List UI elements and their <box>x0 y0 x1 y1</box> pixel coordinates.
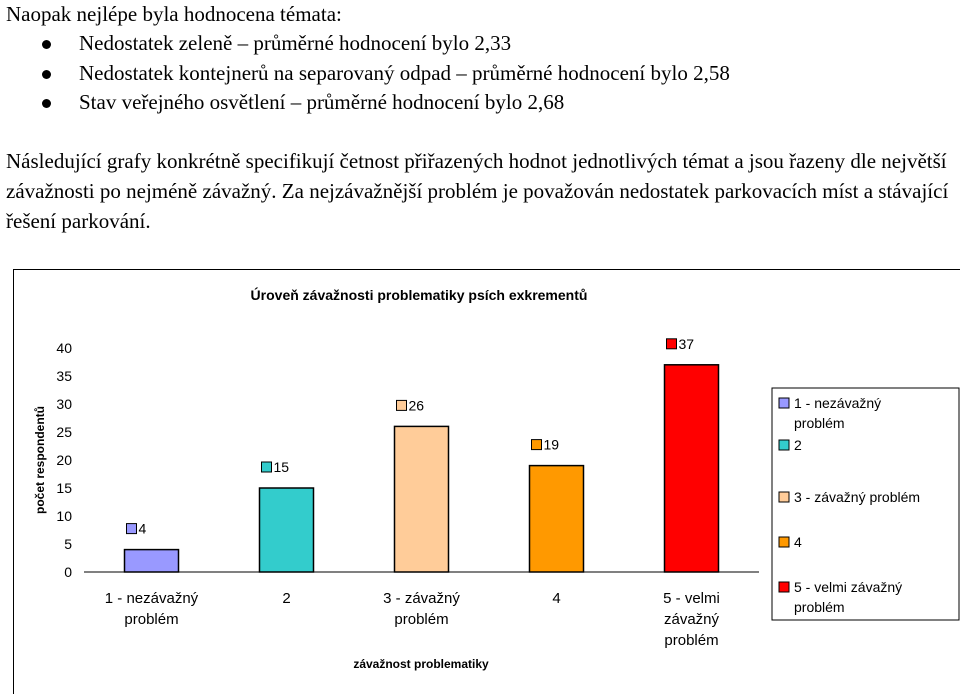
y-axis-label: počet respondentů <box>33 405 47 515</box>
bullet-text: Nedostatek kontejnerů na separovaný odpad – průměrné hodnocení bylo 2,58 <box>79 60 730 85</box>
data-label-key <box>667 339 677 349</box>
data-label: 4 <box>138 520 147 537</box>
legend-swatch <box>779 582 789 592</box>
y-tick-label: 25 <box>56 424 72 440</box>
x-tick-label: 2 <box>282 590 291 607</box>
x-tick-label: 4 <box>552 590 561 607</box>
bullet-item <box>0 59 730 89</box>
legend-swatch <box>779 440 789 450</box>
x-tick-label: 5 - velmi <box>663 590 720 607</box>
data-label-key <box>127 524 137 534</box>
data-label-key <box>532 440 542 450</box>
bar-chart <box>14 270 960 695</box>
data-label-key <box>397 400 407 410</box>
data-label: 37 <box>678 335 695 352</box>
bullet-dot <box>42 70 51 79</box>
bullet-text: Stav veřejného osvětlení – průměrné hodnocení bylo 2,68 <box>79 90 565 114</box>
legend-label: 2 <box>794 437 802 453</box>
bullet-item <box>0 88 730 118</box>
x-tick-label: problém <box>664 632 719 649</box>
data-label: 19 <box>543 436 560 453</box>
chart-bar <box>260 488 314 572</box>
chart-bar <box>665 365 719 572</box>
y-tick-label: 35 <box>56 368 72 384</box>
intro-heading: Naopak nejlépe byla hodnocena témata: <box>6 2 342 26</box>
y-tick-label: 30 <box>56 396 72 412</box>
chart-container <box>13 269 960 694</box>
x-tick-label: 1 - nezávažný <box>104 590 199 607</box>
summary-bullet-list <box>0 29 730 118</box>
y-tick-label: 40 <box>56 340 72 356</box>
chart-bar <box>125 550 179 572</box>
legend-label: 3 - závažný problém <box>794 489 921 505</box>
legend-label: 4 <box>794 534 802 550</box>
legend-label: problém <box>794 415 845 431</box>
y-tick-label: 5 <box>64 536 72 552</box>
x-tick-label: 3 - závažný <box>383 590 460 607</box>
bullet-dot <box>42 40 51 49</box>
bullet-dot <box>42 99 51 108</box>
y-tick-label: 0 <box>64 564 72 580</box>
data-label-key <box>262 462 272 472</box>
bullet-item <box>0 29 730 59</box>
chart-title: Úroveň závažnosti problematiky psích exkrementů <box>250 287 588 303</box>
bullet-text: Nedostatek zeleně – průměrné hodnocení bylo 2,33 <box>79 31 512 55</box>
chart-bar <box>395 426 449 572</box>
x-tick-label: problém <box>394 611 449 628</box>
legend-label: 1 - nezávažný <box>794 395 882 411</box>
x-tick-label: závažný <box>663 611 720 628</box>
legend-swatch <box>779 398 789 408</box>
data-label: 15 <box>273 459 290 475</box>
legend-swatch <box>779 537 789 547</box>
legend-swatch <box>779 492 789 502</box>
y-tick-label: 15 <box>56 480 72 496</box>
y-tick-label: 20 <box>56 452 72 468</box>
x-tick-label: problém <box>124 611 179 628</box>
chart-bar <box>530 466 584 572</box>
y-tick-label: 10 <box>56 508 72 524</box>
x-axis-label: závažnost problematiky <box>353 657 489 671</box>
legend-label: 5 - velmi závažný <box>794 579 903 595</box>
legend-label: problém <box>794 599 845 615</box>
description-paragraph: Následující grafy konkrétně specifikují četnost přiřazených hodnot jednotlivých témat a jsou řazeny dle největší závažnosti po nejméně závažný. Za nejzávažnější problém je považován nedostatek parkovacích míst a stávající řešení parkování. <box>6 149 949 233</box>
data-label: 26 <box>408 397 425 414</box>
